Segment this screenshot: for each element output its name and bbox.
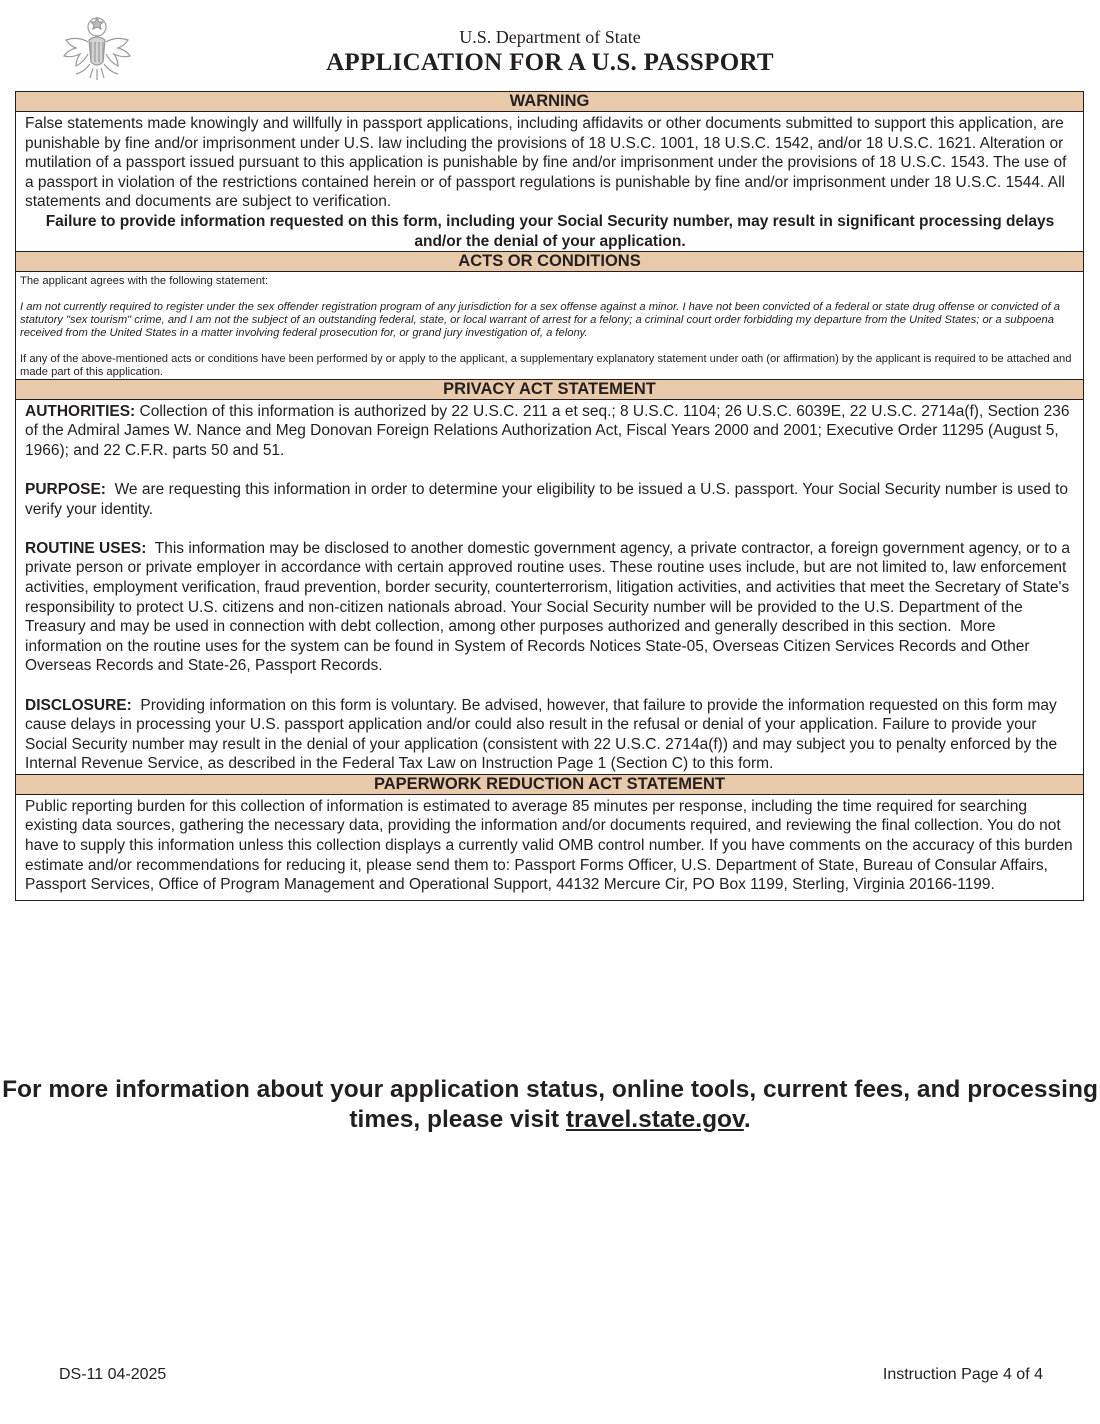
form-title: APPLICATION FOR A U.S. PASSPORT [326, 49, 774, 76]
authorities-text: Collection of this information is authorized by 22 U.S.C. 211 a et seq.; 8 U.S.C. 1104; 26 U.S.C. 6039E, 22 U.S.C. 2714a(f), Section 236 of the Admiral James W. Nance and Meg Donovan Foreign Relations Authorization Act, Fiscal Years 2000 and 2001; Executive Order 11295 (August 5, 1966); and 22 C.F.R. parts 50 and 51. [25, 402, 1070, 459]
warning-heading: WARNING [16, 92, 1083, 112]
paperwork-heading: PAPERWORK REDUCTION ACT STATEMENT [16, 774, 1083, 795]
purpose-text: We are requesting this information in order to determine your eligibility to be issued a U.S. passport. Your Social Security number is used to verify your identity. [25, 480, 1073, 518]
disclosure-paragraph [25, 696, 1075, 774]
acts-note: If any of the above-mentioned acts or conditions have been performed by or apply to the applicant, a supplementary explanatory statement under oath (or affirmation) by the applicant is required to be attached and made part of this application. [20, 352, 1072, 378]
department-name: U.S. Department of State [459, 27, 641, 47]
travel-state-gov-link[interactable]: travel.state.gov [565, 1105, 744, 1133]
paperwork-text: Public reporting burden for this collection of information is estimated to average 85 minutes per response, including the time required for searching existing data sources, gathering the necessary data, providing the information and/or documents required, and reviewing the final collection. You do not have to supply this information unless this collection displays a currently valid OMB control number. If you have comments on the accuracy of this burden estimate and/or recommendations for reducing it, please send them to: Passport Forms Officer, U.S. Department of State, Bureau of Consular Affairs, Passport Services, Office of Program Management and Operational Support, 44132 Mercure Cir, PO Box 1199, Sterling, Virginia 20166-1199. [25, 797, 1073, 894]
acts-statement: I am not currently required to register under the sex offender registration program of any jurisdiction for a sex offense against a minor. I have not been convicted of a federal or state drug offense or convicted of a statutory "sex tourism" crime, and I am not the subject of an outstanding federal, state, or local warrant of arrest for a felony; a criminal court order forbidding my departure from the United States; or a subpoena received from the United States in a matter involving federal prosecution for, or grand jury investigation of, a felony. [20, 301, 1060, 339]
purpose-paragraph [25, 480, 1075, 519]
acts-section [16, 272, 1083, 378]
authorities-label: AUTHORITIES: [25, 402, 136, 420]
page-number: Instruction Page 4 of 4 [882, 1366, 1043, 1383]
form-body [15, 91, 1084, 901]
routine-uses-paragraph [25, 539, 1075, 676]
disclosure-label: DISCLOSURE: [25, 696, 132, 714]
warning-text: False statements made knowingly and willfully in passport applications, including affidavits or other documents submitted to support this application, are punishable by fine and/or imprisonment under U.S. law including the provisions of 18 U.S.C. 1001, 18 U.S.C. 1542, and/or 18 U.S.C. 1621. Alteration or mutilation of a passport issued pursuant to this application is punishable by fine and/or imprisonment under the provisions of 18 U.S.C. 1543. The use of a passport in violation of the restrictions contained herein or of passport regulations is punishable by fine and/or imprisonment under 18 U.S.C. 1544. All statements and documents are subject to verification. [25, 115, 1067, 211]
privacy-section [16, 400, 1083, 774]
acts-heading: ACTS OR CONDITIONS [16, 251, 1083, 272]
authorities-paragraph [25, 402, 1075, 461]
form-id: DS-11 04-2025 [59, 1366, 167, 1383]
privacy-heading: PRIVACY ACT STATEMENT [16, 379, 1083, 400]
more-info-period: . [743, 1105, 751, 1133]
warning-section [16, 112, 1083, 251]
acts-intro: The applicant agrees with the following statement: [20, 275, 269, 288]
routine-uses-label: ROUTINE USES: [25, 539, 147, 557]
more-info-text: For more information about your application status, online tools, current fees, and processing times, please visit [2, 1076, 1098, 1133]
disclosure-text: Providing information on this form is voluntary. Be advised, however, that failure to provide the information requested on this form may cause delays in processing your U.S. passport application and/or could also result in the refusal or denial of your application. Failure to provide your Social Security number may result in the denial of your application (consistent with 22 U.S.C. 2714a(f)) and may subject you to penalty enforced by the Internal Revenue Service, as described in the Federal Tax Law on Instruction Page 1 (Section C) to this form. [25, 696, 1062, 773]
purpose-label: PURPOSE: [25, 480, 106, 498]
more-info-notice [0, 1075, 1100, 1134]
routine-uses-text: This information may be disclosed to another domestic government agency, a private contractor, a foreign government agency, or to a private person or private employer in accordance with certain approved routine uses. These routine uses include, but are not limited to, law enforcement activities, employment verification, fraud prevention, border security, counterterrorism, litigation activities, and activities that meet the Secretary of State's responsibility to protect U.S. citizens and non-citizen nationals abroad. Your Social Security number will be provided to the U.S. Department of the Treasury and may be used in connection with debt collection, among other purposes authorized and generally described in this section. More information on the routine uses for the system can be found in System of Records Notices State-05, Overseas Citizen Services Records and Other Overseas Records and State-26, Passport Records. [25, 539, 1075, 675]
ssn-notice: Failure to provide information requested on this form, including your Social Security number, may result in significant processing delays and/or the denial of your application. [45, 212, 1055, 250]
paperwork-section [16, 795, 1083, 900]
